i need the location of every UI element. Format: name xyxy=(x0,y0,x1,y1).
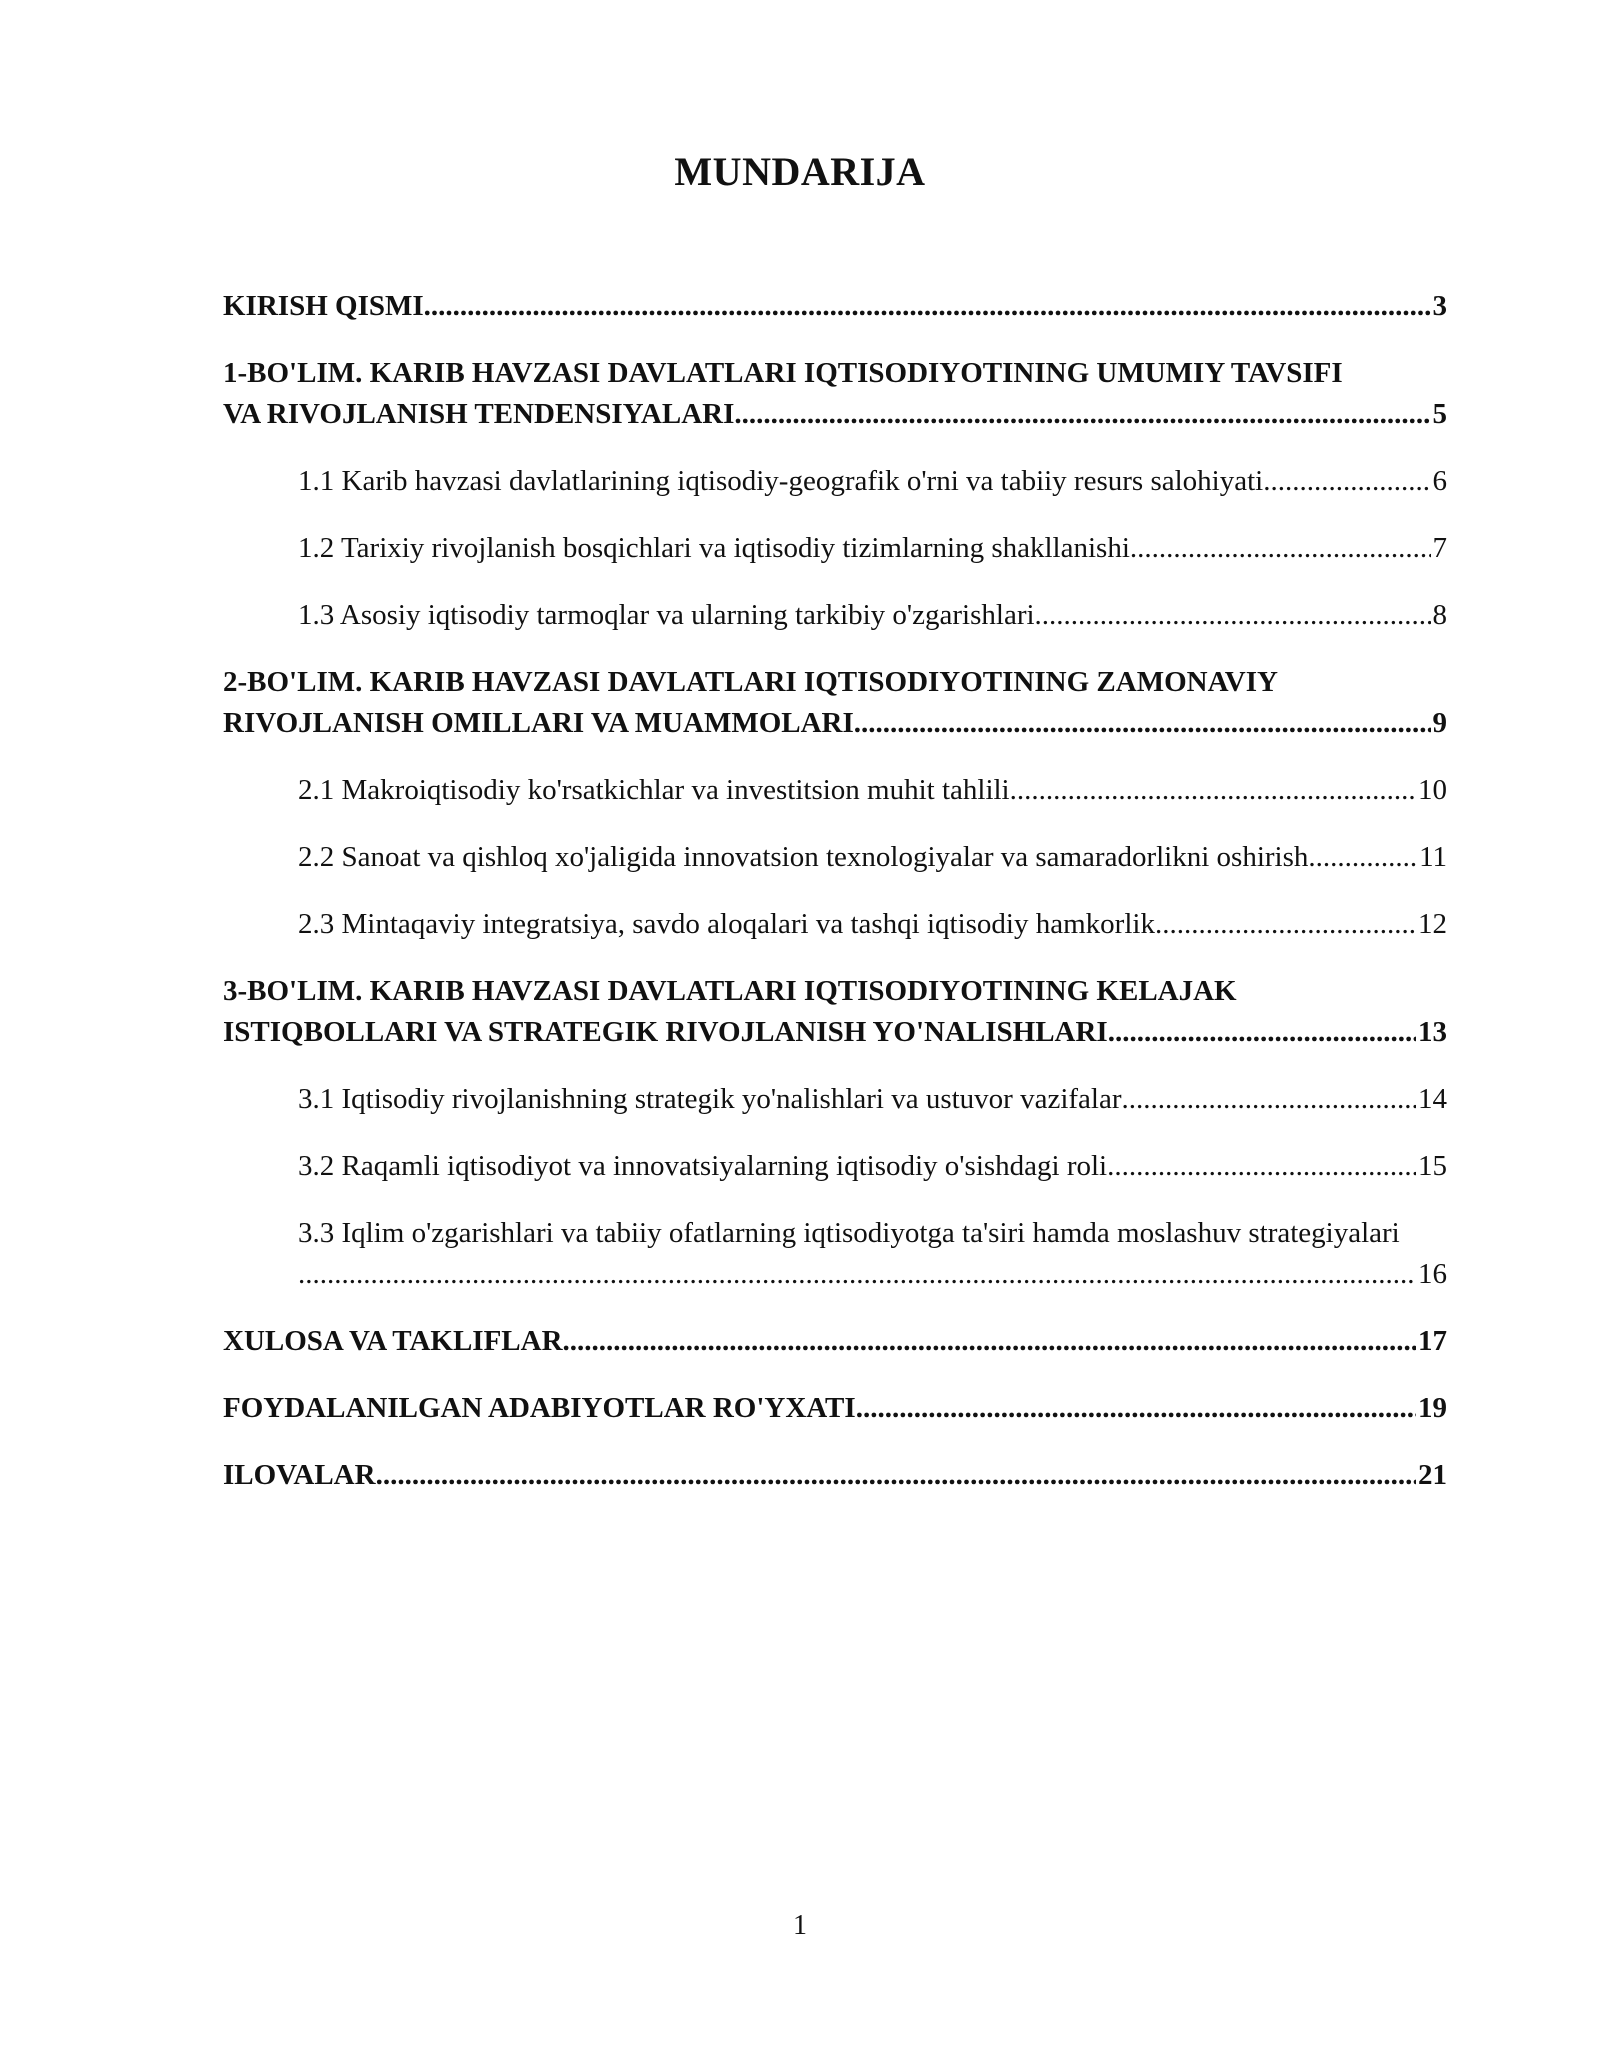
toc-page-number: 16 xyxy=(1418,1258,1447,1290)
toc-entry-title-line2: VA RIVOJLANISH TENDENSIYALARI xyxy=(223,398,735,430)
toc-page-number: 11 xyxy=(1419,841,1447,873)
toc-page-number: 12 xyxy=(1418,908,1447,940)
toc-page-number: 17 xyxy=(1418,1325,1447,1357)
toc-entry-title: 1.1 Karib havzasi davlatlarining iqtisodiy-geografik o'rni va tabiiy resurs salohiyati xyxy=(298,465,1264,497)
toc-entry-title: 3.2 Raqamli iqtisodiyot va innovatsiyalarning iqtisodiy o'sishdagi roli xyxy=(298,1150,1108,1182)
dot-leader xyxy=(563,1321,1416,1362)
dot-leader xyxy=(1010,770,1416,811)
toc-entry-section-3[interactable] xyxy=(223,971,1447,1053)
toc-entry-title-line1: 2-BO'LIM. KARIB HAVZASI DAVLATLARI IQTISODIYOTINING ZAMONAVIY xyxy=(223,666,1278,698)
dot-leader xyxy=(1035,595,1431,636)
toc-entry-title: FOYDALANILGAN ADABIYOTLAR RO'YXATI xyxy=(223,1392,856,1424)
toc-page-number: 9 xyxy=(1432,707,1447,739)
toc-entry-title: KIRISH QISMI xyxy=(223,290,424,322)
dot-leader xyxy=(1130,528,1431,569)
toc-page-number: 6 xyxy=(1432,465,1447,497)
toc-page-number: 7 xyxy=(1432,532,1447,564)
dot-leader xyxy=(298,1254,1416,1295)
dot-leader xyxy=(424,286,1431,327)
dot-leader xyxy=(1122,1079,1417,1120)
toc-page-number: 13 xyxy=(1418,1016,1447,1048)
table-of-contents xyxy=(223,286,1447,1522)
toc-entry-title: 1.2 Tarixiy rivojlanish bosqichlari va iqtisodiy tizimlarning shakllanishi xyxy=(298,532,1130,564)
toc-entry-1-1[interactable] xyxy=(298,461,1447,502)
toc-entry-title: 2.3 Mintaqaviy integratsiya, savdo aloqalari va tashqi iqtisodiy hamkorlik xyxy=(298,908,1155,940)
toc-page-number: 10 xyxy=(1418,774,1447,806)
toc-entry-2-3[interactable] xyxy=(298,904,1447,945)
toc-page-number: 5 xyxy=(1432,398,1447,430)
toc-entry-title-line1: 3-BO'LIM. KARIB HAVZASI DAVLATLARI IQTISODIYOTINING KELAJAK xyxy=(223,975,1237,1007)
toc-entry-section-2[interactable] xyxy=(223,662,1447,744)
toc-entry-kirish[interactable] xyxy=(223,286,1447,327)
toc-entry-2-2[interactable] xyxy=(298,837,1447,878)
dot-leader xyxy=(856,1388,1416,1429)
toc-entry-title-line2: RIVOJLANISH OMILLARI VA MUAMMOLARI xyxy=(223,707,854,739)
dot-leader xyxy=(1107,1146,1416,1187)
toc-entry-title-line1: 1-BO'LIM. KARIB HAVZASI DAVLATLARI IQTISODIYOTINING UMUMIY TAVSIFI xyxy=(223,357,1343,389)
dot-leader xyxy=(1263,461,1430,502)
toc-entry-title-line1: 3.3 Iqlim o'zgarishlari va tabiiy ofatlarning iqtisodiyotga ta'siri hamda moslashuv strategiyalari xyxy=(298,1217,1400,1249)
toc-page-number: 21 xyxy=(1418,1459,1447,1491)
toc-entry-3-2[interactable] xyxy=(298,1146,1447,1187)
toc-entry-title: 1.3 Asosiy iqtisodiy tarmoqlar va ularning tarkibiy o'zgarishlari xyxy=(298,599,1035,631)
toc-page-number: 8 xyxy=(1432,599,1447,631)
toc-entry-title: 2.2 Sanoat va qishloq xo'jaligida innovatsion texnologiyalar va samaradorlikni oshirish xyxy=(298,841,1309,873)
toc-entry-2-1[interactable] xyxy=(298,770,1447,811)
toc-entry-ilovalar[interactable] xyxy=(223,1455,1447,1496)
toc-entry-xulosa[interactable] xyxy=(223,1321,1447,1362)
toc-page-number: 19 xyxy=(1418,1392,1447,1424)
toc-entry-title: XULOSA VA TAKLIFLAR xyxy=(223,1325,563,1357)
dot-leader xyxy=(734,394,1430,435)
dot-leader xyxy=(1308,837,1417,878)
dot-leader xyxy=(1108,1012,1416,1053)
toc-entry-adabiyotlar[interactable] xyxy=(223,1388,1447,1429)
toc-entry-title-line2: ISTIQBOLLARI VA STRATEGIK RIVOJLANISH YO'NALISHLARI xyxy=(223,1016,1108,1048)
dot-leader xyxy=(854,703,1431,744)
toc-page-number: 15 xyxy=(1418,1150,1447,1182)
dot-leader xyxy=(376,1455,1416,1496)
toc-page-number: 14 xyxy=(1418,1083,1447,1115)
dot-leader xyxy=(1155,904,1416,945)
toc-entry-title: 2.1 Makroiqtisodiy ko'rsatkichlar va investitsion muhit tahlili xyxy=(298,774,1010,806)
toc-entry-3-1[interactable] xyxy=(298,1079,1447,1120)
toc-entry-1-3[interactable] xyxy=(298,595,1447,636)
toc-entry-3-3[interactable] xyxy=(298,1213,1563,1295)
toc-page-number: 3 xyxy=(1432,290,1447,322)
page-title: MUNDARIJA xyxy=(674,149,926,194)
toc-entry-title: 3.1 Iqtisodiy rivojlanishning strategik yo'nalishlari va ustuvor vazifalar xyxy=(298,1083,1122,1115)
page-number: 1 xyxy=(793,1910,807,1941)
toc-entry-1-2[interactable] xyxy=(298,528,1447,569)
toc-entry-section-1[interactable] xyxy=(223,353,1447,435)
toc-entry-title: ILOVALAR xyxy=(223,1459,376,1491)
